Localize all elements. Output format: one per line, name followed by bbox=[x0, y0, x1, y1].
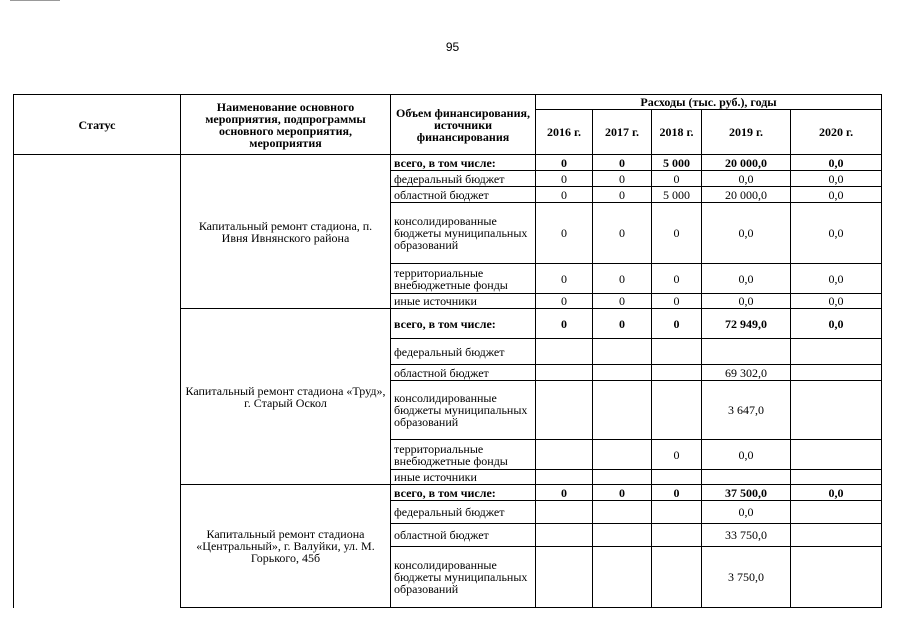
event-name-cell: Капитальный ремонт стадиона, п. Ивня Ивнянского района bbox=[181, 155, 391, 309]
header-year: 2016 г. bbox=[536, 110, 593, 155]
amount-cell bbox=[593, 501, 652, 524]
amount-cell: 37 500,0 bbox=[702, 485, 791, 501]
amount-cell: 33 750,0 bbox=[702, 524, 791, 547]
amount-cell: 0 bbox=[652, 440, 702, 470]
amount-cell: 0,0 bbox=[791, 485, 882, 501]
financing-table bbox=[13, 94, 882, 608]
amount-cell bbox=[652, 470, 702, 485]
amount-cell: 0,0 bbox=[791, 203, 882, 264]
amount-cell: 3 647,0 bbox=[702, 381, 791, 440]
header-volume: Объем финансирования, источники финансирования bbox=[391, 95, 536, 155]
amount-cell: 3 750,0 bbox=[702, 547, 791, 608]
funding-source-cell: консолидированные бюджеты муниципальных образований bbox=[391, 381, 536, 440]
funding-source-cell: федеральный бюджет bbox=[391, 171, 536, 187]
amount-cell: 0,0 bbox=[702, 294, 791, 309]
amount-cell bbox=[593, 339, 652, 365]
header-year: 2020 г. bbox=[791, 110, 882, 155]
amount-cell: 0 bbox=[536, 203, 593, 264]
amount-cell bbox=[652, 365, 702, 381]
amount-cell: 0 bbox=[536, 187, 593, 203]
amount-cell bbox=[791, 547, 882, 608]
amount-cell bbox=[536, 547, 593, 608]
header-expenses: Расходы (тыс. руб.), годы bbox=[536, 95, 882, 110]
amount-cell bbox=[536, 524, 593, 547]
amount-cell: 0 bbox=[593, 171, 652, 187]
table-body bbox=[14, 155, 882, 608]
event-name-cell: Капитальный ремонт стадиона «Центральный», г. Валуйки, ул. М. Горького, 45б bbox=[181, 485, 391, 608]
amount-cell bbox=[536, 501, 593, 524]
amount-cell: 0 bbox=[593, 309, 652, 339]
amount-cell: 0 bbox=[536, 294, 593, 309]
amount-cell: 0 bbox=[536, 485, 593, 501]
amount-cell: 0 bbox=[593, 485, 652, 501]
funding-source-cell: консолидированные бюджеты муниципальных образований bbox=[391, 547, 536, 608]
amount-cell: 0 bbox=[652, 171, 702, 187]
funding-source-cell: территориальные внебюджетные фонды bbox=[391, 264, 536, 294]
amount-cell bbox=[791, 470, 882, 485]
amount-cell: 0,0 bbox=[791, 187, 882, 203]
amount-cell: 0,0 bbox=[702, 440, 791, 470]
amount-cell: 0 bbox=[652, 264, 702, 294]
amount-cell: 0 bbox=[652, 203, 702, 264]
header-year: 2019 г. bbox=[702, 110, 791, 155]
header-year: 2017 г. bbox=[593, 110, 652, 155]
amount-cell: 0,0 bbox=[702, 203, 791, 264]
funding-source-cell: иные источники bbox=[391, 294, 536, 309]
header-year: 2018 г. bbox=[652, 110, 702, 155]
funding-source-cell: областной бюджет bbox=[391, 524, 536, 547]
amount-cell: 0,0 bbox=[702, 501, 791, 524]
funding-source-cell: областной бюджет bbox=[391, 365, 536, 381]
amount-cell: 0 bbox=[652, 309, 702, 339]
amount-cell bbox=[536, 339, 593, 365]
funding-source-cell: всего, в том числе: bbox=[391, 485, 536, 501]
funding-source-cell: областной бюджет bbox=[391, 187, 536, 203]
funding-source-cell: федеральный бюджет bbox=[391, 501, 536, 524]
amount-cell bbox=[593, 440, 652, 470]
amount-cell: 0 bbox=[593, 264, 652, 294]
amount-cell bbox=[791, 440, 882, 470]
header-row-1 bbox=[14, 95, 882, 110]
amount-cell: 0 bbox=[536, 155, 593, 171]
funding-source-cell: консолидированные бюджеты муниципальных образований bbox=[391, 203, 536, 264]
header-name: Наименование основного мероприятия, подпрограммы основного мероприятия, мероприятия bbox=[181, 95, 391, 155]
amount-cell bbox=[593, 547, 652, 608]
amount-cell: 0,0 bbox=[791, 309, 882, 339]
amount-cell: 0 bbox=[593, 155, 652, 171]
header-status: Статус bbox=[14, 95, 181, 155]
amount-cell: 0,0 bbox=[702, 171, 791, 187]
amount-cell: 72 949,0 bbox=[702, 309, 791, 339]
amount-cell bbox=[593, 524, 652, 547]
funding-source-cell: федеральный бюджет bbox=[391, 339, 536, 365]
amount-cell bbox=[593, 365, 652, 381]
amount-cell bbox=[791, 501, 882, 524]
amount-cell bbox=[652, 547, 702, 608]
amount-cell bbox=[652, 339, 702, 365]
funding-source-cell: всего, в том числе: bbox=[391, 309, 536, 339]
page-number: 95 bbox=[445, 40, 460, 54]
funding-source-cell: иные источники bbox=[391, 470, 536, 485]
amount-cell bbox=[791, 339, 882, 365]
table-row bbox=[14, 155, 882, 171]
amount-cell: 0,0 bbox=[791, 264, 882, 294]
top-rule bbox=[10, 0, 60, 1]
amount-cell: 0,0 bbox=[791, 294, 882, 309]
amount-cell bbox=[536, 381, 593, 440]
amount-cell bbox=[536, 440, 593, 470]
status-cell bbox=[14, 155, 181, 608]
amount-cell bbox=[791, 524, 882, 547]
amount-cell bbox=[593, 381, 652, 440]
amount-cell: 0 bbox=[652, 294, 702, 309]
amount-cell bbox=[791, 381, 882, 440]
event-name-cell: Капитальный ремонт стадиона «Труд», г. Старый Оскол bbox=[181, 309, 391, 485]
amount-cell bbox=[652, 381, 702, 440]
amount-cell: 0,0 bbox=[791, 155, 882, 171]
amount-cell bbox=[536, 365, 593, 381]
funding-source-cell: всего, в том числе: bbox=[391, 155, 536, 171]
amount-cell bbox=[593, 470, 652, 485]
amount-cell bbox=[702, 339, 791, 365]
amount-cell bbox=[652, 524, 702, 547]
amount-cell: 0 bbox=[536, 264, 593, 294]
amount-cell: 20 000,0 bbox=[702, 187, 791, 203]
amount-cell: 5 000 bbox=[652, 187, 702, 203]
amount-cell: 0 bbox=[536, 171, 593, 187]
amount-cell: 0,0 bbox=[791, 171, 882, 187]
funding-source-cell: территориальные внебюджетные фонды bbox=[391, 440, 536, 470]
amount-cell bbox=[791, 365, 882, 381]
amount-cell bbox=[652, 501, 702, 524]
amount-cell: 0 bbox=[593, 187, 652, 203]
amount-cell: 0 bbox=[652, 485, 702, 501]
amount-cell: 69 302,0 bbox=[702, 365, 791, 381]
amount-cell: 0,0 bbox=[702, 264, 791, 294]
amount-cell bbox=[536, 470, 593, 485]
amount-cell: 5 000 bbox=[652, 155, 702, 171]
amount-cell bbox=[702, 470, 791, 485]
amount-cell: 0 bbox=[593, 203, 652, 264]
amount-cell: 20 000,0 bbox=[702, 155, 791, 171]
amount-cell: 0 bbox=[536, 309, 593, 339]
amount-cell: 0 bbox=[593, 294, 652, 309]
